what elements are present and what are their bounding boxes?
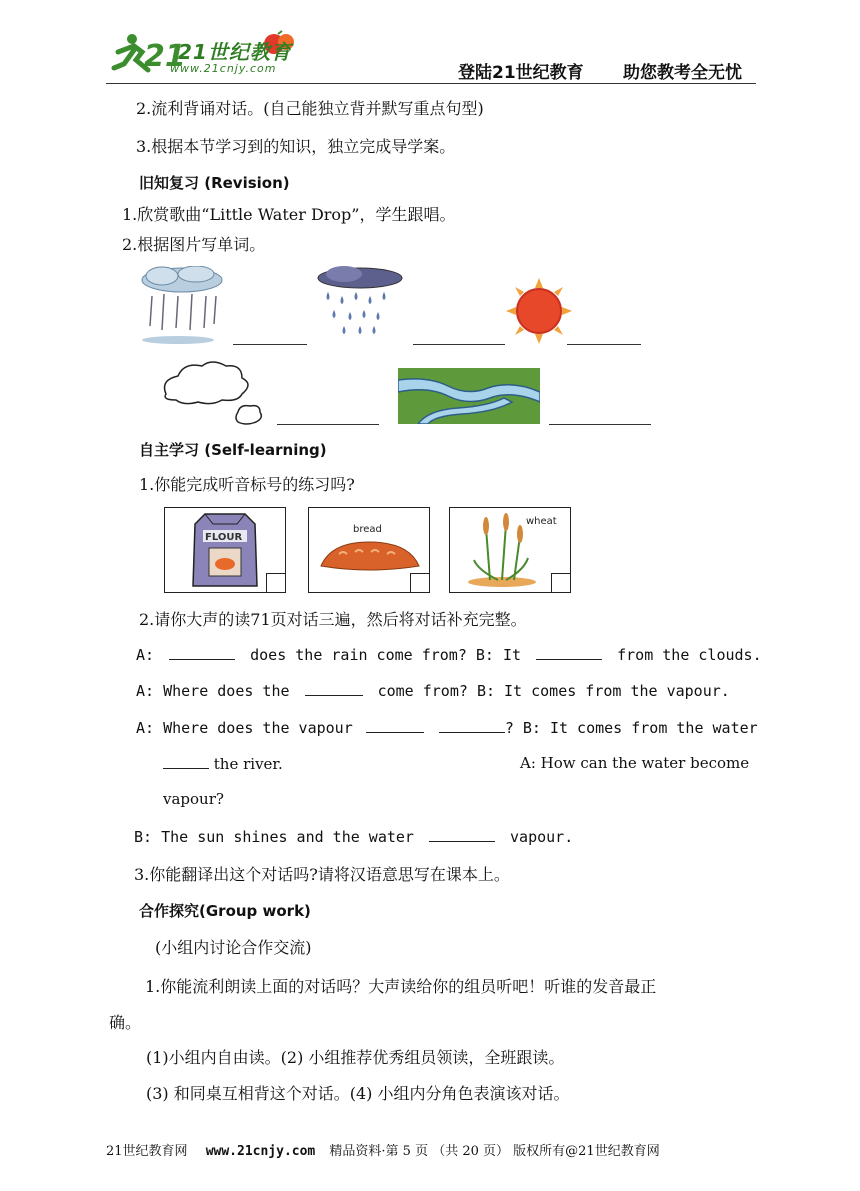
dialogue-text: vapour. — [510, 828, 574, 846]
answer-line-3[interactable] — [567, 344, 641, 345]
revision-heading: 旧知复习 (Revision) — [139, 174, 290, 192]
dialogue-line-5: vapour? — [163, 790, 224, 808]
group-work-sub: (小组内讨论合作交流) — [155, 938, 312, 957]
dialogue-line-4-a — [520, 754, 749, 772]
rain-cloud-light-icon — [136, 266, 228, 346]
goal-item-3: 3.根据本节学习到的知识，独立完成导学案。 — [136, 137, 456, 156]
blank-2[interactable] — [536, 645, 602, 660]
dialogue-line-1 — [136, 645, 762, 664]
dialogue-text: does the rain come from? — [250, 646, 467, 664]
blank-3[interactable] — [305, 681, 363, 696]
dialogue-text: How can the water become — [540, 754, 750, 772]
dialogue-line-2 — [136, 681, 730, 700]
number-box-3[interactable] — [551, 573, 570, 592]
group-work-item-1-cont: 确。 — [109, 1013, 142, 1032]
header-slogan-1: 登陆21世纪教育 — [458, 63, 584, 83]
speaker-b: B: — [522, 719, 541, 737]
speaker-a: A: — [136, 682, 155, 700]
bread-label: bread — [353, 524, 382, 535]
revision-item-1: 1.欣赏歌曲“Little Water Drop”，学生跟唱。 — [122, 205, 456, 224]
flour-label: FLOUR — [205, 532, 243, 543]
dialogue-line-6 — [134, 827, 573, 846]
speaker-a: A: — [136, 646, 155, 664]
wheat-label: wheat — [526, 516, 557, 527]
self-learning-item-1: 1.你能完成听音标号的练习吗? — [139, 475, 355, 494]
dialogue-text: Where does the — [163, 682, 290, 700]
dialogue-text: come from? — [377, 682, 468, 700]
cloud-icon — [156, 360, 268, 426]
answer-line-1[interactable] — [233, 344, 307, 345]
speaker-a: A: — [136, 719, 155, 737]
picture-flour — [164, 507, 286, 593]
number-box-2[interactable] — [410, 573, 429, 592]
group-work-steps-2: (3) 和同桌互相背这个对话。(4) 小组内分角色表演该对话。 — [146, 1084, 570, 1103]
group-work-item-1: 1.你能流利朗读上面的对话吗？大声读给你的组员听吧！听谁的发音最正 — [145, 977, 657, 996]
group-work-heading: 合作探究(Group work) — [139, 902, 311, 920]
answer-line-4[interactable] — [277, 424, 379, 425]
footer-url[interactable]: www.21cnjy.com — [205, 1144, 316, 1159]
blank-5[interactable] — [439, 718, 505, 733]
group-work-steps-1: (1)小组内自由读。(2) 小组推荐优秀组员领读，全班跟读。 — [146, 1048, 565, 1067]
logo-url: www.21cnjy.com — [170, 62, 277, 75]
dialogue-text: ? — [504, 719, 514, 737]
dialogue-text: It comes from the vapour. — [504, 682, 730, 700]
answer-line-2[interactable] — [413, 344, 505, 345]
self-learning-heading: 自主学习 (Self-learning) — [139, 441, 327, 459]
dialogue-text: the river. — [213, 755, 283, 773]
picture-wheat — [449, 507, 571, 593]
rain-cloud-heavy-icon — [314, 266, 404, 338]
blank-6[interactable] — [163, 754, 209, 769]
blank-7[interactable] — [429, 827, 495, 842]
picture-bread — [308, 507, 430, 593]
speaker-b: B: — [134, 828, 153, 846]
header-slogan-2: 助您教考全无忧 — [623, 63, 742, 83]
dialogue-line-4 — [163, 754, 283, 773]
speaker-b: B: — [475, 646, 494, 664]
self-learning-item-3: 3.你能翻译出这个对话吗?请将汉语意思写在课本上。 — [134, 865, 510, 884]
dialogue-text: It — [503, 646, 522, 664]
footer-site: 21世纪教育网 — [106, 1144, 188, 1159]
sun-icon — [506, 278, 572, 344]
dialogue-text: The sun shines and the water — [161, 828, 414, 846]
blank-1[interactable] — [169, 645, 235, 660]
answer-line-5[interactable] — [549, 424, 651, 425]
goal-item-2: 2.流利背诵对话。(自己能独立背并默写重点句型) — [136, 99, 484, 118]
dialogue-text: from the clouds. — [617, 646, 762, 664]
dialogue-text: It comes from the water — [549, 719, 758, 737]
svg-text:21: 21 — [144, 39, 186, 74]
speaker-a: A: — [520, 754, 536, 772]
revision-item-2: 2.根据图片写单词。 — [122, 235, 266, 254]
speaker-b: B: — [476, 682, 495, 700]
header-rule — [106, 83, 756, 84]
footer — [106, 1140, 660, 1159]
dialogue-line-3 — [136, 718, 758, 737]
river-icon — [398, 368, 540, 424]
footer-info: 精品资料·第 5 页 （共 20 页） 版权所有@21世纪教育网 — [329, 1144, 660, 1159]
number-box-1[interactable] — [266, 573, 285, 592]
dialogue-text: Where does the vapour — [163, 719, 353, 737]
blank-4[interactable] — [366, 718, 424, 733]
logo-title: 21世纪教育 — [178, 40, 292, 64]
self-learning-item-2: 2.请你大声的读71页对话三遍，然后将对话补充完整。 — [139, 610, 527, 629]
